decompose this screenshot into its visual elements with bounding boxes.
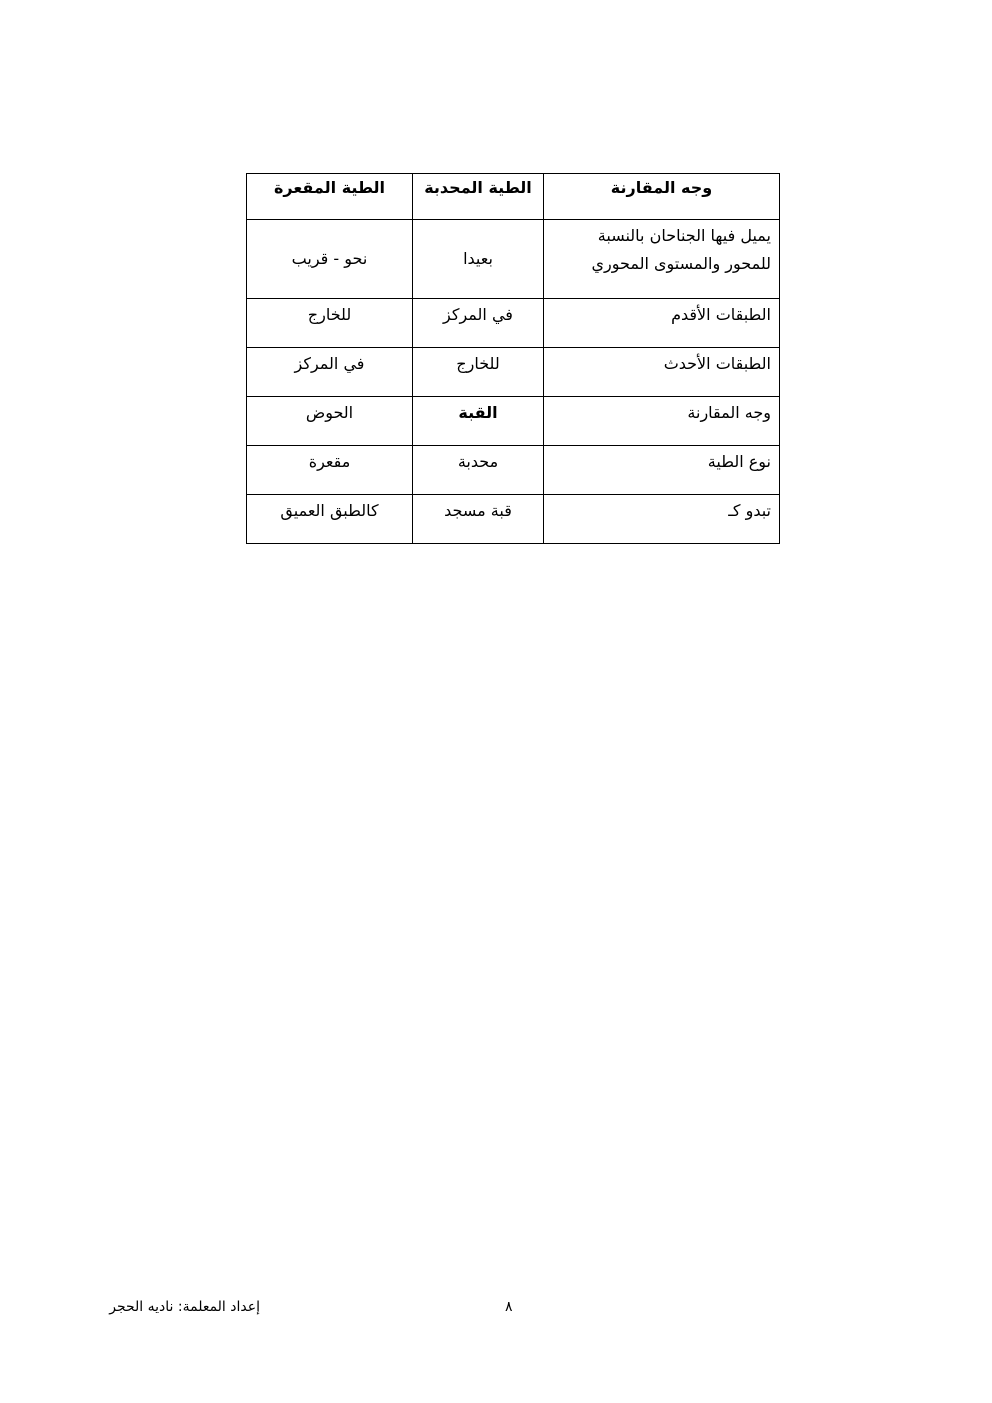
syncline-cell: للخارج xyxy=(247,299,413,348)
anticline-cell: بعيدا xyxy=(413,220,544,299)
table-header-row xyxy=(247,174,780,220)
syncline-cell: كالطبق العميق xyxy=(247,495,413,544)
row-aspect-cell: نوع الطية xyxy=(544,446,780,495)
table-row xyxy=(247,495,780,544)
comparison-table xyxy=(246,173,780,544)
row-aspect-cell: الطبقات الأقدم xyxy=(544,299,780,348)
syncline-cell: في المركز xyxy=(247,348,413,397)
row-aspect-cell: تبدو كـ xyxy=(544,495,780,544)
header-syncline: الطية المقعرة xyxy=(247,174,413,220)
row-aspect-cell: الطبقات الأحدث xyxy=(544,348,780,397)
row-aspect-cell: يميل فيها الجناحان بالنسبة للمحور والمستوى المحوري xyxy=(544,220,780,299)
table-row xyxy=(247,348,780,397)
syncline-cell: نحو - قريب xyxy=(247,220,413,299)
anticline-cell: قبة مسجد xyxy=(413,495,544,544)
header-comparison-aspect: وجه المقارنة xyxy=(544,174,780,220)
anticline-cell: في المركز xyxy=(413,299,544,348)
anticline-cell: للخارج xyxy=(413,348,544,397)
table-row xyxy=(247,220,780,299)
row-aspect-cell: وجه المقارنة xyxy=(544,397,780,446)
header-anticline: الطية المحدبة xyxy=(413,174,544,220)
anticline-cell: القبة xyxy=(413,397,544,446)
table-row xyxy=(247,397,780,446)
table-row xyxy=(247,299,780,348)
syncline-cell: الحوض xyxy=(247,397,413,446)
footer-author: إعداد المعلمة: ناديه الحجر xyxy=(109,1299,260,1315)
anticline-cell: محدبة xyxy=(413,446,544,495)
syncline-cell: مقعرة xyxy=(247,446,413,495)
table-row xyxy=(247,446,780,495)
page-number: ٨ xyxy=(505,1299,513,1315)
